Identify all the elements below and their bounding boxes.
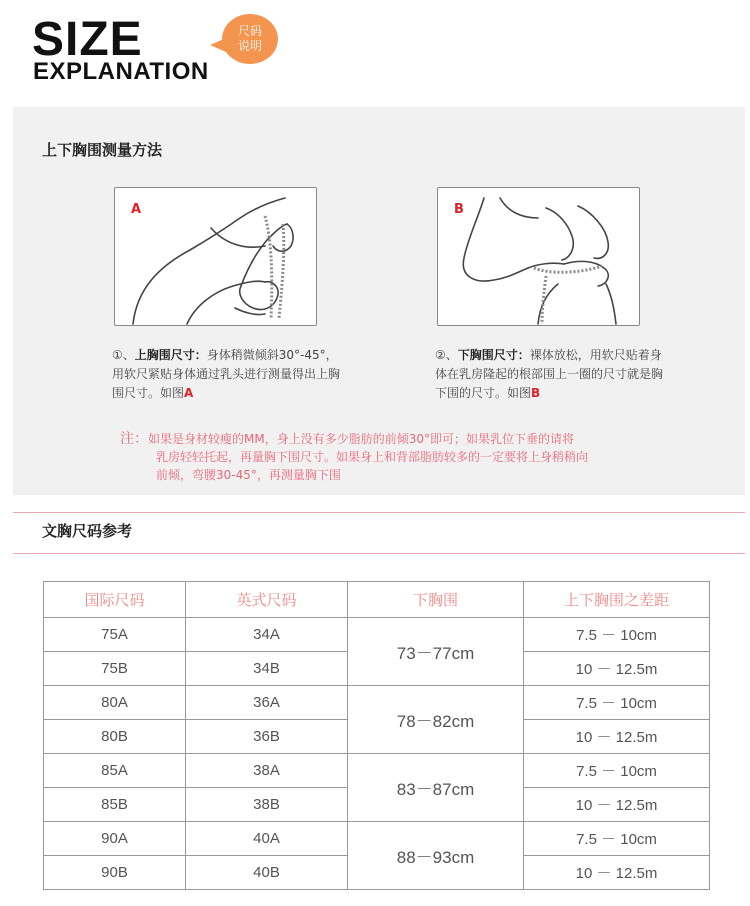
cell-diff: 10 － 12.5m	[524, 720, 710, 754]
speech-bubble-badge	[222, 14, 278, 64]
table-row	[44, 754, 710, 788]
note-line-1: 如果是身材较瘦的MM，身上没有多少脂肪的前倾30°即可；如果乳位下垂的请将	[148, 432, 574, 446]
page-title: SIZE	[32, 13, 143, 66]
cell-uk: 38B	[186, 788, 348, 822]
page-subtitle: EXPLANATION	[33, 58, 209, 85]
upper-bust-text: 身体稍微倾斜30°-45°，用软尺紧贴身体通过乳头进行测量得出上胸围尺寸。如图	[112, 348, 341, 400]
cell-diff: 7.5 － 10cm	[524, 686, 710, 720]
cell-underbust: 78－82cm	[348, 686, 524, 754]
note-line-2: 乳房轻轻托起，再量胸下围尺寸。如果身上和背部脂肪较多的一定要将上身稍稍向	[156, 450, 589, 464]
cell-uk: 40B	[186, 856, 348, 890]
under-bust-figure-icon	[438, 188, 639, 325]
size-table-header	[44, 582, 710, 618]
badge-line-1: 尺码	[237, 24, 262, 38]
cell-diff: 7.5 － 10cm	[524, 822, 710, 856]
cell-uk: 38A	[186, 754, 348, 788]
cell-uk: 40A	[186, 822, 348, 856]
cell-diff: 10 － 12.5m	[524, 652, 710, 686]
upper-bust-ref: A	[184, 386, 194, 400]
cell-underbust: 83－87cm	[348, 754, 524, 822]
cell-intl: 90B	[44, 856, 186, 890]
table-row	[44, 686, 710, 720]
header-underbust: 下胸围	[348, 582, 524, 618]
cell-uk: 36A	[186, 686, 348, 720]
cell-intl: 75B	[44, 652, 186, 686]
under-bust-prefix: ②、	[435, 348, 458, 362]
cell-underbust: 88－93cm	[348, 822, 524, 890]
cell-uk: 36B	[186, 720, 348, 754]
size-section-title: 文胸尺码参考	[42, 522, 133, 540]
upper-bust-figure-icon	[115, 188, 316, 325]
cell-diff: 7.5 － 10cm	[524, 754, 710, 788]
under-bust-term: 下胸围尺寸：	[457, 348, 530, 362]
cell-intl: 90A	[44, 822, 186, 856]
cell-intl: 75A	[44, 618, 186, 652]
header-intl-size: 国际尺码	[44, 582, 186, 618]
cell-diff: 10 － 12.5m	[524, 856, 710, 890]
badge-line-2: 说明	[237, 39, 262, 53]
header-uk-size: 英式尺码	[186, 582, 348, 618]
table-row	[44, 618, 710, 652]
note-label: 注：	[120, 431, 148, 447]
measure-note	[120, 430, 660, 484]
cell-diff: 7.5 － 10cm	[524, 618, 710, 652]
table-row	[44, 822, 710, 856]
under-bust-ref: B	[531, 386, 541, 400]
under-bust-description	[435, 346, 665, 403]
cell-diff: 10 － 12.5m	[524, 788, 710, 822]
upper-bust-description	[112, 346, 342, 403]
cell-intl: 85A	[44, 754, 186, 788]
cell-intl: 80B	[44, 720, 186, 754]
size-table	[43, 581, 710, 890]
cell-intl: 80A	[44, 686, 186, 720]
measure-section-title: 上下胸围测量方法	[42, 141, 163, 159]
cell-uk: 34A	[186, 618, 348, 652]
under-bust-text: 裸体放松，用软尺贴着身体在乳房隆起的根部围上一圈的尺寸就是胸下围的尺寸。如图	[435, 348, 664, 400]
illustration-a	[114, 187, 317, 326]
cell-uk: 34B	[186, 652, 348, 686]
illustration-b	[437, 187, 640, 326]
cell-underbust: 73－77cm	[348, 618, 524, 686]
note-line-3: 前倾，弯腰30-45°，再测量胸下围	[156, 468, 341, 482]
upper-bust-term: 上胸围尺寸：	[134, 348, 207, 362]
header-difference: 上下胸围之差距	[524, 582, 710, 618]
illustration-a-label: A	[131, 202, 142, 217]
cell-intl: 85B	[44, 788, 186, 822]
upper-bust-prefix: ①、	[112, 348, 135, 362]
illustration-b-label: B	[454, 202, 464, 217]
